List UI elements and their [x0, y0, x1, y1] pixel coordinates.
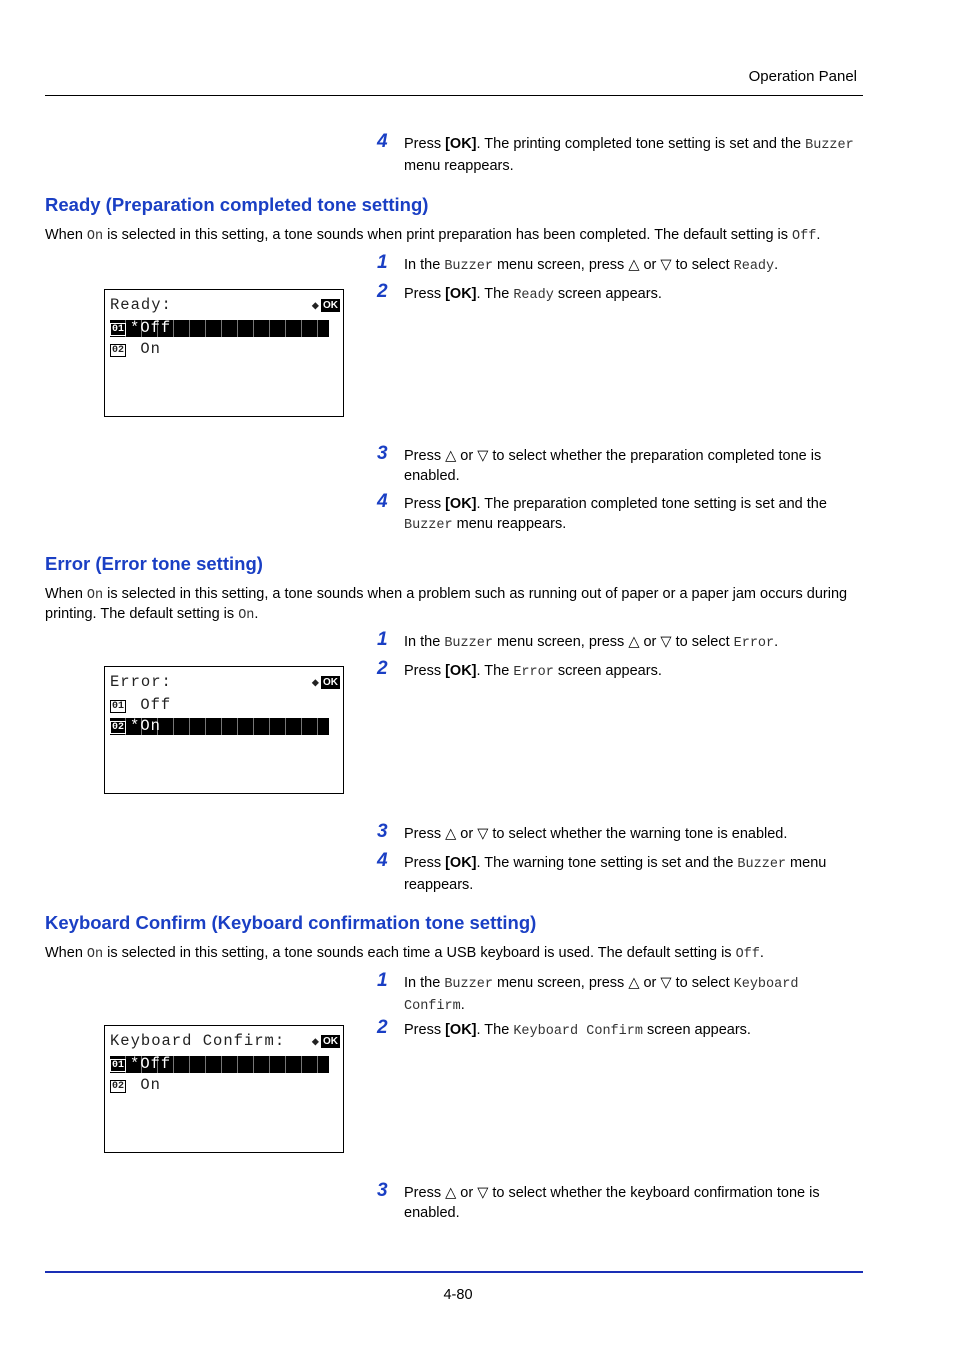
option-label: On	[130, 340, 161, 358]
lcd-screen-illustration	[104, 1025, 344, 1153]
mono-text: On	[86, 229, 104, 244]
arrow-keys-icon: ◆	[311, 676, 319, 690]
text-run: .	[460, 997, 465, 1013]
text-run: .	[774, 257, 779, 273]
text-run: screen appears.	[553, 663, 662, 679]
step-number: 4	[377, 850, 388, 871]
lcd-option	[110, 1077, 161, 1094]
text-run: is selected in this setting, a tone sounds when a problem such as running out of paper or a paper jam occurs during printing. The default setting is	[45, 586, 848, 622]
step-text	[404, 824, 859, 844]
lcd-nav-indicator	[312, 298, 340, 313]
bold-text: [OK]	[445, 496, 477, 512]
text-run: . The preparation completed tone setting is set and the	[476, 496, 827, 512]
mono-text: Buzzer	[444, 977, 493, 992]
section-intro	[45, 226, 865, 246]
text-run: Press △ or ▽ to select whether the warning tone is enabled.	[404, 826, 788, 842]
mono-text: Off	[735, 947, 760, 962]
text-run: menu reappears.	[404, 855, 827, 893]
text-run: . The	[476, 1022, 514, 1038]
lcd-option	[110, 320, 329, 337]
arrow-keys-icon: ◆	[311, 1035, 319, 1049]
option-index: 01	[112, 701, 125, 712]
text-run: menu screen, press △ or ▽ to select	[492, 257, 734, 273]
text-run: screen appears.	[642, 1022, 751, 1038]
mono-text: Off	[792, 229, 817, 244]
option-index: 02	[112, 722, 125, 733]
ok-key-icon: OK	[323, 300, 338, 311]
section-heading: Error (Error tone setting)	[45, 553, 263, 574]
option-index: 02	[112, 345, 125, 356]
lcd-title: Keyboard Confirm:	[110, 1032, 286, 1050]
option-index: 01	[112, 324, 125, 335]
text-run: .	[759, 945, 764, 961]
text-run: In the	[404, 634, 445, 650]
mono-text: On	[238, 608, 255, 623]
option-index: 01	[112, 1060, 125, 1071]
mono-text: Error	[513, 665, 554, 680]
text-run: Press	[404, 663, 446, 679]
option-label: *Off	[130, 319, 172, 337]
step-text	[404, 134, 859, 176]
option-label: Off	[130, 696, 172, 714]
lcd-title: Error:	[110, 673, 172, 691]
text-run: Press	[404, 136, 446, 152]
section-heading: Keyboard Confirm (Keyboard confirmation tone setting)	[45, 912, 537, 933]
text-run: .	[816, 227, 821, 243]
step-text	[404, 853, 859, 895]
text-run: Press	[404, 855, 446, 871]
text-run: Press	[404, 286, 446, 302]
ok-key-icon: OK	[323, 677, 338, 688]
text-run: When	[45, 586, 87, 602]
text-run: .	[254, 606, 259, 622]
page-number: 4-80	[443, 1287, 473, 1303]
lcd-nav-indicator	[312, 1034, 340, 1049]
text-run: Press	[404, 1022, 446, 1038]
step-number: 3	[377, 821, 388, 842]
text-run: Press	[404, 496, 446, 512]
step-number: 4	[377, 491, 388, 512]
mono-text: Ready	[733, 259, 775, 274]
lcd-screen-illustration	[104, 666, 344, 794]
text-run: menu reappears.	[452, 516, 567, 532]
step-number: 3	[377, 443, 388, 464]
step-text	[404, 1020, 859, 1042]
header-divider	[45, 95, 863, 96]
text-run: . The warning tone setting is set and the	[476, 855, 738, 871]
step-text	[404, 1183, 859, 1223]
mono-text: Keyboard Confirm	[513, 1024, 643, 1039]
lcd-option	[110, 341, 161, 358]
step-text	[404, 446, 859, 486]
text-run: Press △ or ▽ to select whether the preparation completed tone is enabled.	[404, 448, 822, 484]
lcd-option	[110, 1056, 329, 1073]
lcd-screen-illustration	[104, 289, 344, 417]
footer-divider	[45, 1271, 863, 1273]
text-run: Press △ or ▽ to select whether the keyboard confirmation tone is enabled.	[404, 1185, 820, 1221]
step-number: 2	[377, 658, 388, 679]
bold-text: [OK]	[445, 1022, 477, 1038]
text-run: menu screen, press △ or ▽ to select	[492, 634, 734, 650]
text-run: . The	[476, 286, 514, 302]
mono-text: Buzzer	[444, 636, 493, 651]
bold-text: [OK]	[445, 136, 477, 152]
step-text	[404, 284, 859, 306]
step-number: 2	[377, 281, 388, 302]
text-run: is selected in this setting, a tone sounds each time a USB keyboard is used. The default setting is	[103, 945, 736, 961]
step-text	[404, 494, 859, 536]
running-header: Operation Panel	[748, 68, 857, 85]
mono-text: On	[86, 947, 104, 962]
step-number: 3	[377, 1180, 388, 1201]
step-number: 4	[377, 131, 388, 152]
option-index: 02	[112, 1081, 125, 1092]
text-run: menu screen, press △ or ▽ to select	[492, 975, 734, 991]
arrow-keys-icon: ◆	[311, 299, 319, 313]
text-run: menu reappears.	[404, 158, 514, 174]
text-run: When	[45, 227, 87, 243]
lcd-option	[110, 697, 171, 714]
step-text	[404, 632, 859, 654]
text-run: .	[774, 634, 779, 650]
section-heading: Ready (Preparation completed tone setting)	[45, 194, 429, 215]
text-run: . The printing completed tone setting is set and the	[476, 136, 806, 152]
option-label: *On	[130, 717, 161, 735]
ok-key-icon: OK	[323, 1036, 338, 1047]
mono-text: Keyboard Confirm	[404, 977, 799, 1014]
text-run: screen appears.	[553, 286, 662, 302]
mono-text: Buzzer	[805, 138, 854, 153]
mono-text: Buzzer	[404, 518, 453, 533]
step-number: 1	[377, 629, 388, 650]
text-run: . The	[476, 663, 514, 679]
bold-text: [OK]	[445, 663, 477, 679]
lcd-option	[110, 718, 329, 735]
mono-text: Buzzer	[737, 857, 787, 872]
option-label: On	[130, 1076, 161, 1094]
mono-text: Buzzer	[444, 259, 493, 274]
mono-text: Error	[733, 636, 775, 651]
mono-text: Ready	[513, 288, 554, 303]
option-label: *Off	[130, 1055, 172, 1073]
step-number: 1	[377, 252, 388, 273]
bold-text: [OK]	[445, 286, 477, 302]
text-run: is selected in this setting, a tone sounds when print preparation has been completed. The default setting is	[103, 227, 793, 243]
step-text	[404, 973, 859, 1017]
text-run: In the	[404, 257, 445, 273]
step-text	[404, 255, 859, 277]
lcd-nav-indicator	[312, 675, 340, 690]
section-intro	[45, 585, 865, 625]
lcd-title: Ready:	[110, 296, 172, 314]
section-intro	[45, 944, 865, 964]
mono-text: On	[86, 588, 104, 603]
text-run: In the	[404, 975, 445, 991]
text-run: When	[45, 945, 87, 961]
step-number: 2	[377, 1017, 388, 1038]
step-text	[404, 661, 859, 683]
step-number: 1	[377, 970, 388, 991]
bold-text: [OK]	[445, 855, 477, 871]
